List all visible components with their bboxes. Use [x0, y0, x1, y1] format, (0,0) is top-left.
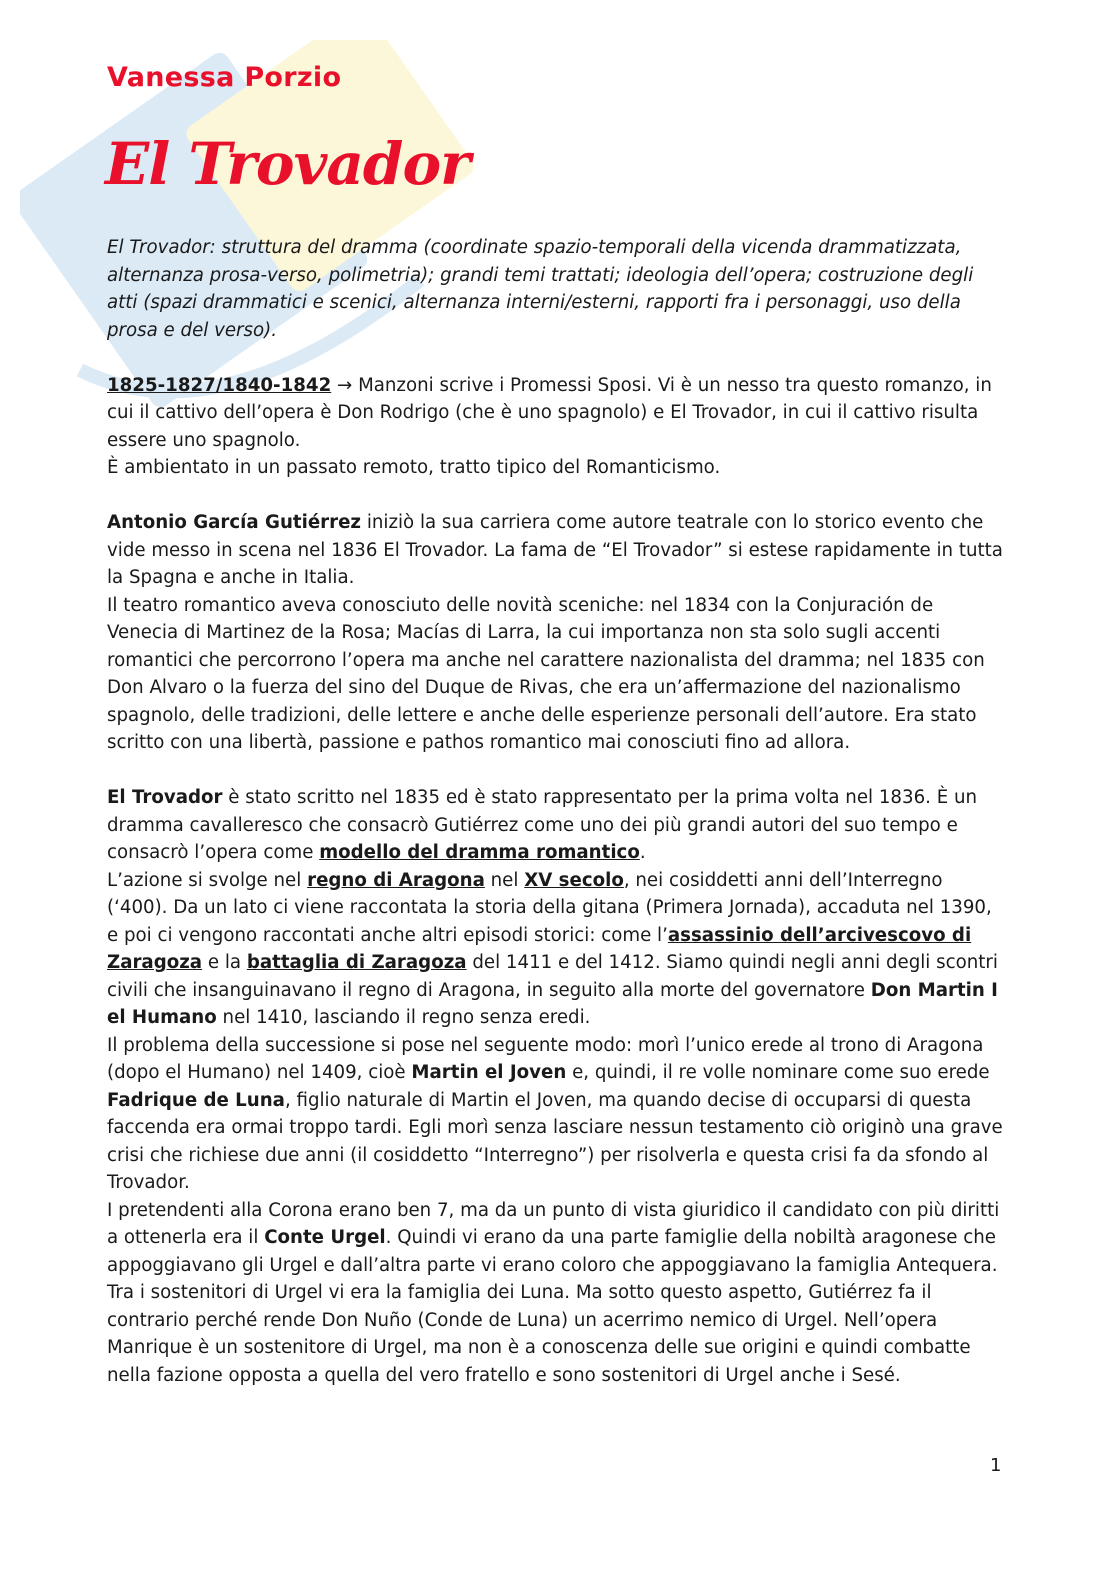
urgel-highlight: Conte Urgel: [264, 1227, 386, 1248]
fadrique-highlight: Fadrique de Luna: [107, 1089, 285, 1111]
paragraph-author: Antonio García Gutiérrez iniziò la sua carriera come autore teatrale con lo storico evento che vide messo in scena nel 1836 El Trovador. La fama de “El Trovador” si estese rapidamente in tutta la Spagna e anche in Italia.: [107, 512, 1003, 588]
heir-highlight: Martin el Joven: [411, 1062, 567, 1083]
dates-highlight: 1825-1827/1840-1842: [107, 374, 332, 396]
battle-highlight: battaglia di Zaragoza: [246, 952, 467, 973]
work-highlight: El Trovador: [107, 787, 223, 808]
paragraph-romantic-theatre: Il teatro romantico aveva conosciuto delle novità sceniche: nel 1834 con la Conjuración de Venecia di Martinez de la Rosa; Macías di Larra, la cui importanza non sta solo sugli accenti romantici che percorrono l’opera ma anche nel carattere nazionalista del dramma; nel 1835 con Don Alvaro o la fuerza del sino del Duque de Rivas, che era un’affermazione del nazionalismo spagnolo, delle tradizioni, delle lettere e anche delle esperienze personali dell’autore. Era stato scritto con una libertà, passione e pathos romantico mai conosciuti fino ad allora.: [107, 594, 985, 753]
paragraph-el-trovador: El Trovador è stato scritto nel 1835 ed è stato rappresentato per la prima volta nel 1836. È un dramma cavalleresco che consacrò Gutiérrez come uno dei più grandi autori del suo tempo e consacrò l’opera come modello del dramma romantico.: [107, 787, 978, 863]
author-highlight: Antonio García Gutiérrez: [107, 512, 362, 533]
page-number: 1: [990, 1455, 1002, 1476]
arrow-icon: →: [337, 374, 353, 396]
paragraph-action: L’azione si svolge nel regno di Aragona nel XV secolo, nei cosiddetti anni dell’Interregno (‘400). Da un lato ci viene raccontata la storia della gitana (Primera Jornada), accaduta nel 1390, e poi ci vengono raccontati anche altri episodi storici: come l’assassinio dell’arcivescovo di Zaragoza e la battaglia di Zaragoza del 1411 e del 1412. Siamo quindi negli anni degli scontri civili che insanguinavano il regno di Aragona, in seguito alla morte del governatore Don Martin I el Humano nel 1410, lasciando il regno senza eredi.: [107, 869, 998, 1028]
document-title: El Trovador: [105, 130, 470, 198]
document-body: [107, 234, 1007, 1389]
intro-paragraph: El Trovador: struttura del dramma (coordinate spazio-temporali della vicenda drammatizzata, alternanza prosa-verso, polimetria); grandi temi trattati; ideologia dell’opera; costruzione degli atti (spazi drammatici e scenici, alternanza interni/esterni, rapporti fra i personaggi, uso della prosa e del verso).: [107, 237, 974, 341]
paragraph-succession: Il problema della successione si pose nel seguente modo: morì l’unico erede al trono di Aragona (dopo el Humano) nel 1409, cioè Martin el Joven e, quindi, il re volle nominare come suo erede Fadrique de Luna, figlio naturale di Martin el Joven, ma quando decise di occuparsi di questa faccenda era ormai troppo tardi. Egli morì senza lasciare nessun testamento ciò originò una grave crisi che richiese due anni (il cosiddetto “Interregno”) per risolverla e questa crisi fa da sfondo al Trovador.: [107, 1034, 1003, 1193]
author-name: Vanessa Porzio: [107, 62, 342, 93]
paragraph-manzoni: 1825-1827/1840-1842 → Manzoni scrive i Promessi Sposi. Vi è un nesso tra questo romanzo, in cui il cattivo dell’opera è Don Rodrigo (che è uno spagnolo) e El Trovador, in cui il cattivo risulta essere uno spagnolo.: [107, 374, 992, 451]
governor-highlight: Don Martin I el Humano: [107, 979, 998, 1028]
paragraph-pretenders: I pretendenti alla Corona erano ben 7, ma da un punto di vista giuridico il candidato con più diritti a ottenerla era il Conte Urgel. Quindi vi erano da una parte famiglie della nobiltà aragonese che appoggiavano gli Urgel e dall’altra parte vi erano coloro che appoggiavano la famiglia Antequera. Tra i sostenitori di Urgel vi era la famiglia dei Luna. Ma sotto questo aspetto, Gutiérrez fa il contrario perché rende Don Nuño (Conde de Luna) un acerrimo nemico di Urgel. Nell’opera Manrique è un sostenitore di Urgel, ma non è a conoscenza delle sue origini e quindi combatte nella fazione opposta a quella del vero fratello e sono sostenitori di Urgel anche i Sesé.: [107, 1199, 1000, 1386]
assassination-highlight: assassinio dell’arcivescovo di Zaragoza: [107, 924, 972, 973]
romantic-model-highlight: modello del dramma romantico: [319, 842, 640, 863]
paragraph-setting: È ambientato in un passato remoto, tratto tipico del Romanticismo.: [107, 457, 721, 478]
century-highlight: XV secolo: [524, 869, 624, 891]
aragon-highlight: regno di Aragona: [307, 869, 485, 891]
